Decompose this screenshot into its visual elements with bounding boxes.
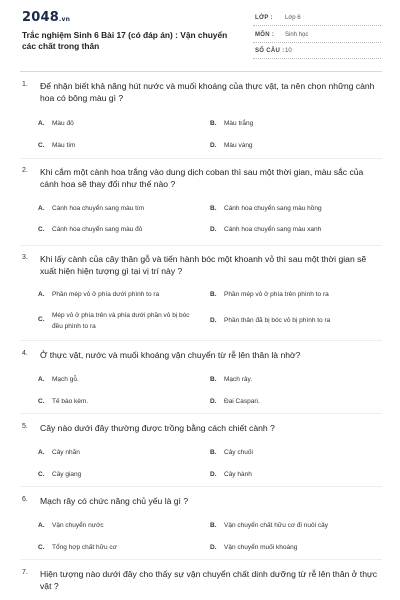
question-text: Mạch rây có chức năng chủ yếu là gì ? [40,496,189,506]
option-letter: A. [38,376,45,383]
option-text: Phần mép vỏ ở phía trên phình to ra [224,291,329,298]
question-separator [20,559,382,560]
question-separator [20,340,382,341]
question-number: 1. [22,81,28,88]
option-text: Tế bào kèm. [52,398,89,405]
option-letter: D. [210,398,217,405]
option-text: Màu tím [52,142,76,149]
option-text: Vận chuyển chất hữu cơ đi nuôi cây [224,522,329,529]
option-letter: C. [38,398,45,405]
meta-question-count-label: SỐ CÂU : [255,48,285,54]
document-title: Trắc nghiệm Sinh 6 Bài 17 (có đáp án) : Vận chuyển các chất trong thân [22,30,228,51]
option-letter: A. [38,449,45,456]
question-number: 4. [22,350,28,357]
question-number: 3. [22,254,28,261]
option-letter: A. [38,522,45,529]
question-text: Ở thực vật, nước và muối khoáng vận chuyển từ rễ lên thân là nhờ? [40,350,301,360]
meta-class [253,12,381,26]
meta-class-label: LỚP : [255,15,273,21]
option-text: Mạch rây. [224,376,253,383]
question-2 [20,166,382,246]
meta-subject-value: Sinh học [285,32,309,38]
site-logo[interactable] [22,10,70,25]
logo-sub: .vn [58,16,71,23]
question-number: 5. [22,423,28,430]
option-letter: B. [210,376,217,383]
option-letter: B. [210,120,217,127]
option-text: Màu vàng [224,142,253,149]
option-text: Màu trắng [224,120,254,127]
option-text: Cây hành [224,471,252,478]
option-text: Mạch gỗ. [52,376,79,383]
question-number: 7. [22,569,28,576]
option-text: Cây giang [52,471,82,478]
option-text: Cây nhãn [52,449,80,456]
question-number: 6. [22,496,28,503]
meta-question-count [253,45,381,59]
option-text: Vận chuyển muối khoáng [224,544,298,551]
logo-main: 2048 [22,10,59,25]
meta-question-count-value: 10 [285,48,292,54]
option-letter: D. [210,471,217,478]
option-letter: A. [38,120,45,127]
question-5 [20,422,382,487]
option-text: Đai Caspari. [224,398,260,405]
header-divider [20,71,382,72]
question-separator [20,413,382,414]
option-letter: C. [38,316,45,323]
question-text: Hiện tượng nào dưới đây cho thấy sự vận chuyển chất dinh dưỡng từ rễ lên thân ở thực vật ? [40,569,378,591]
page-header [0,0,400,66]
option-letter: D. [210,142,217,149]
question-7 [20,568,382,598]
option-letter: D. [210,226,217,233]
option-text: Cánh hoa chuyển sang màu tím [52,205,145,212]
option-letter: D. [210,544,217,551]
question-3 [20,253,382,337]
question-text: Cây nào dưới đây thường được trồng bằng cách chiết cành ? [40,423,275,433]
option-letter: A. [38,205,45,212]
question-text: Khi cắm một cành hoa trắng vào dung dịch coban thì sau một thời gian, màu sắc của cánh hoa sẽ thay đổi như thế nào ? [40,167,364,189]
question-text: Khi lấy cành của cây thân gỗ và tiến hành bóc một khoanh vỏ thì sau một thời gian sẽ xuất hiện hiện tượng gì tại vị trí này ? [40,254,367,276]
option-text: Mép vỏ ở phía trên và phía dưới phần vỏ bị bóc đều phình to ra [52,312,190,330]
meta-subject-label: MÔN : [255,32,275,38]
question-1 [20,80,382,160]
option-text: Phần thân đã bị bóc vỏ bị phình to ra [224,317,331,324]
option-text: Màu đỏ [52,120,74,127]
option-letter: B. [210,449,217,456]
meta-class-value: Lớp 6 [285,15,301,21]
option-letter: B. [210,205,217,212]
question-separator [20,158,382,159]
option-text: Tổng hợp chất hữu cơ [52,544,117,551]
option-text: Cánh hoa chuyển sang màu hồng [224,205,322,212]
option-text: Cánh hoa chuyển sang màu đỏ [52,226,143,233]
option-letter: B. [210,522,217,529]
option-text: Cánh hoa chuyển sang màu xanh [224,226,322,233]
option-text: Cây chuối [224,449,253,456]
question-4 [20,349,382,419]
option-letter: C. [38,142,45,149]
option-letter: C. [38,226,45,233]
question-6 [20,495,382,560]
question-text: Để nhận biết khả năng hút nước và muối khoáng của thực vật, ta nên chọn những cành hoa có bông màu gì ? [40,81,375,103]
option-letter: A. [38,291,45,298]
option-letter: B. [210,291,217,298]
option-letter: C. [38,471,45,478]
meta-subject [253,29,381,43]
option-text: Phần mép vỏ ở phía dưới phình to ra [52,291,160,298]
option-text: Vận chuyển nước [52,522,104,529]
option-letter: D. [210,317,217,324]
question-separator [20,245,382,246]
question-separator [20,486,382,487]
question-number: 2. [22,167,28,174]
option-letter: C. [38,544,45,551]
